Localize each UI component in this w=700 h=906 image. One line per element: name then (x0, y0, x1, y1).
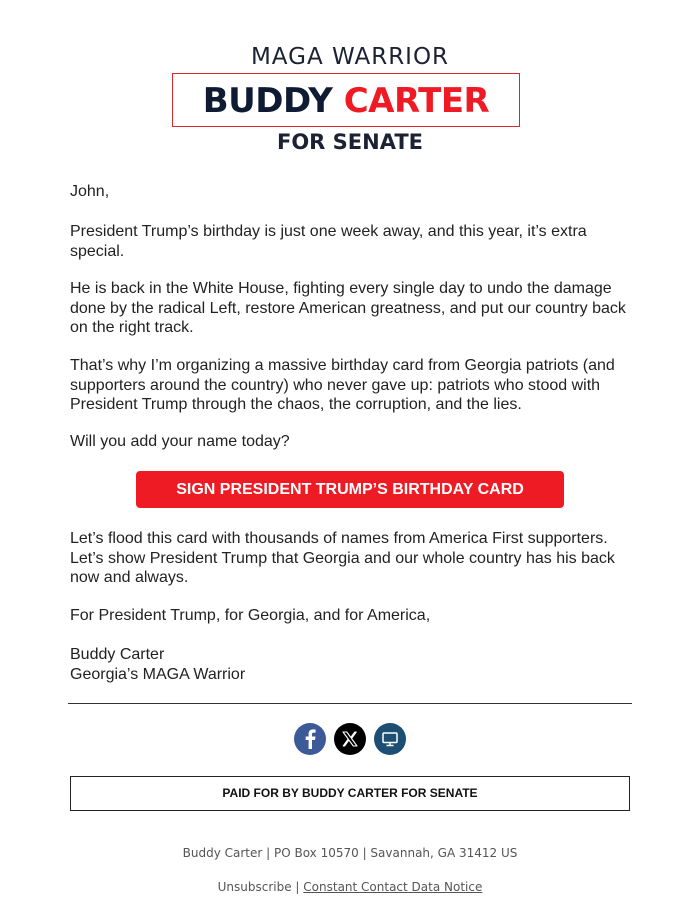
logo-tagline: MAGA WARRIOR (250, 44, 450, 70)
signature (70, 645, 635, 684)
unsubscribe-link[interactable]: Unsubscribe (217, 880, 292, 894)
closing-paragraph-2 (70, 606, 635, 626)
closing-paragraph-1 (70, 529, 635, 588)
paragraph-2 (70, 279, 635, 338)
sign-card-button[interactable]: SIGN PRESIDENT TRUMP’S BIRTHDAY CARD (136, 471, 564, 508)
paragraph-text: Will you add your name today? (70, 433, 290, 450)
data-notice-link[interactable]: Constant Contact Data Notice (303, 880, 483, 894)
social-links (0, 723, 700, 755)
signature-title: Georgia’s MAGA Warrior (70, 665, 246, 683)
logo-last-name: CARTER (343, 81, 490, 121)
paragraph-1 (70, 222, 635, 261)
paragraph-text: Let’s flood this card with thousands of names from America First supporters. Let’s show President Trump that Georgia and our whole country has his back now and always. (70, 530, 615, 586)
paragraph-4 (70, 432, 635, 452)
logo-subtitle: FOR SENATE (276, 130, 423, 154)
logo-first-name: BUDDY (202, 81, 333, 121)
paid-for-disclaimer: PAID FOR BY BUDDY CARTER FOR SENATE (70, 776, 630, 811)
facebook-icon[interactable] (294, 723, 326, 755)
mailing-address: Buddy Carter | PO Box 10570 | Savannah, GA 31412 US (182, 846, 518, 860)
footer-links (0, 880, 700, 894)
logo-box (172, 73, 520, 127)
paragraph-text: That’s why I’m organizing a massive birthday card from Georgia patriots (and supporters around the country) who never gave up: patriots who stood with President Trump through the chaos, the corruption, and the lies. (70, 357, 615, 413)
paragraph-3 (70, 356, 635, 415)
signature-name: Buddy Carter (70, 646, 165, 663)
greeting-text: John, (70, 183, 110, 200)
x-icon[interactable] (334, 723, 366, 755)
greeting (70, 182, 635, 202)
website-icon[interactable] (374, 723, 406, 755)
divider (68, 703, 632, 704)
paragraph-text: President Trump’s birthday is just one week away, and this year, it’s extra special. (70, 223, 587, 260)
footer-separator: | (291, 880, 304, 894)
paragraph-text: For President Trump, for Georgia, and for America, (70, 607, 431, 624)
paragraph-text: He is back in the White House, fighting every single day to undo the damage done by the radical Left, restore American greatness, and put our country back on the right track. (70, 280, 626, 336)
